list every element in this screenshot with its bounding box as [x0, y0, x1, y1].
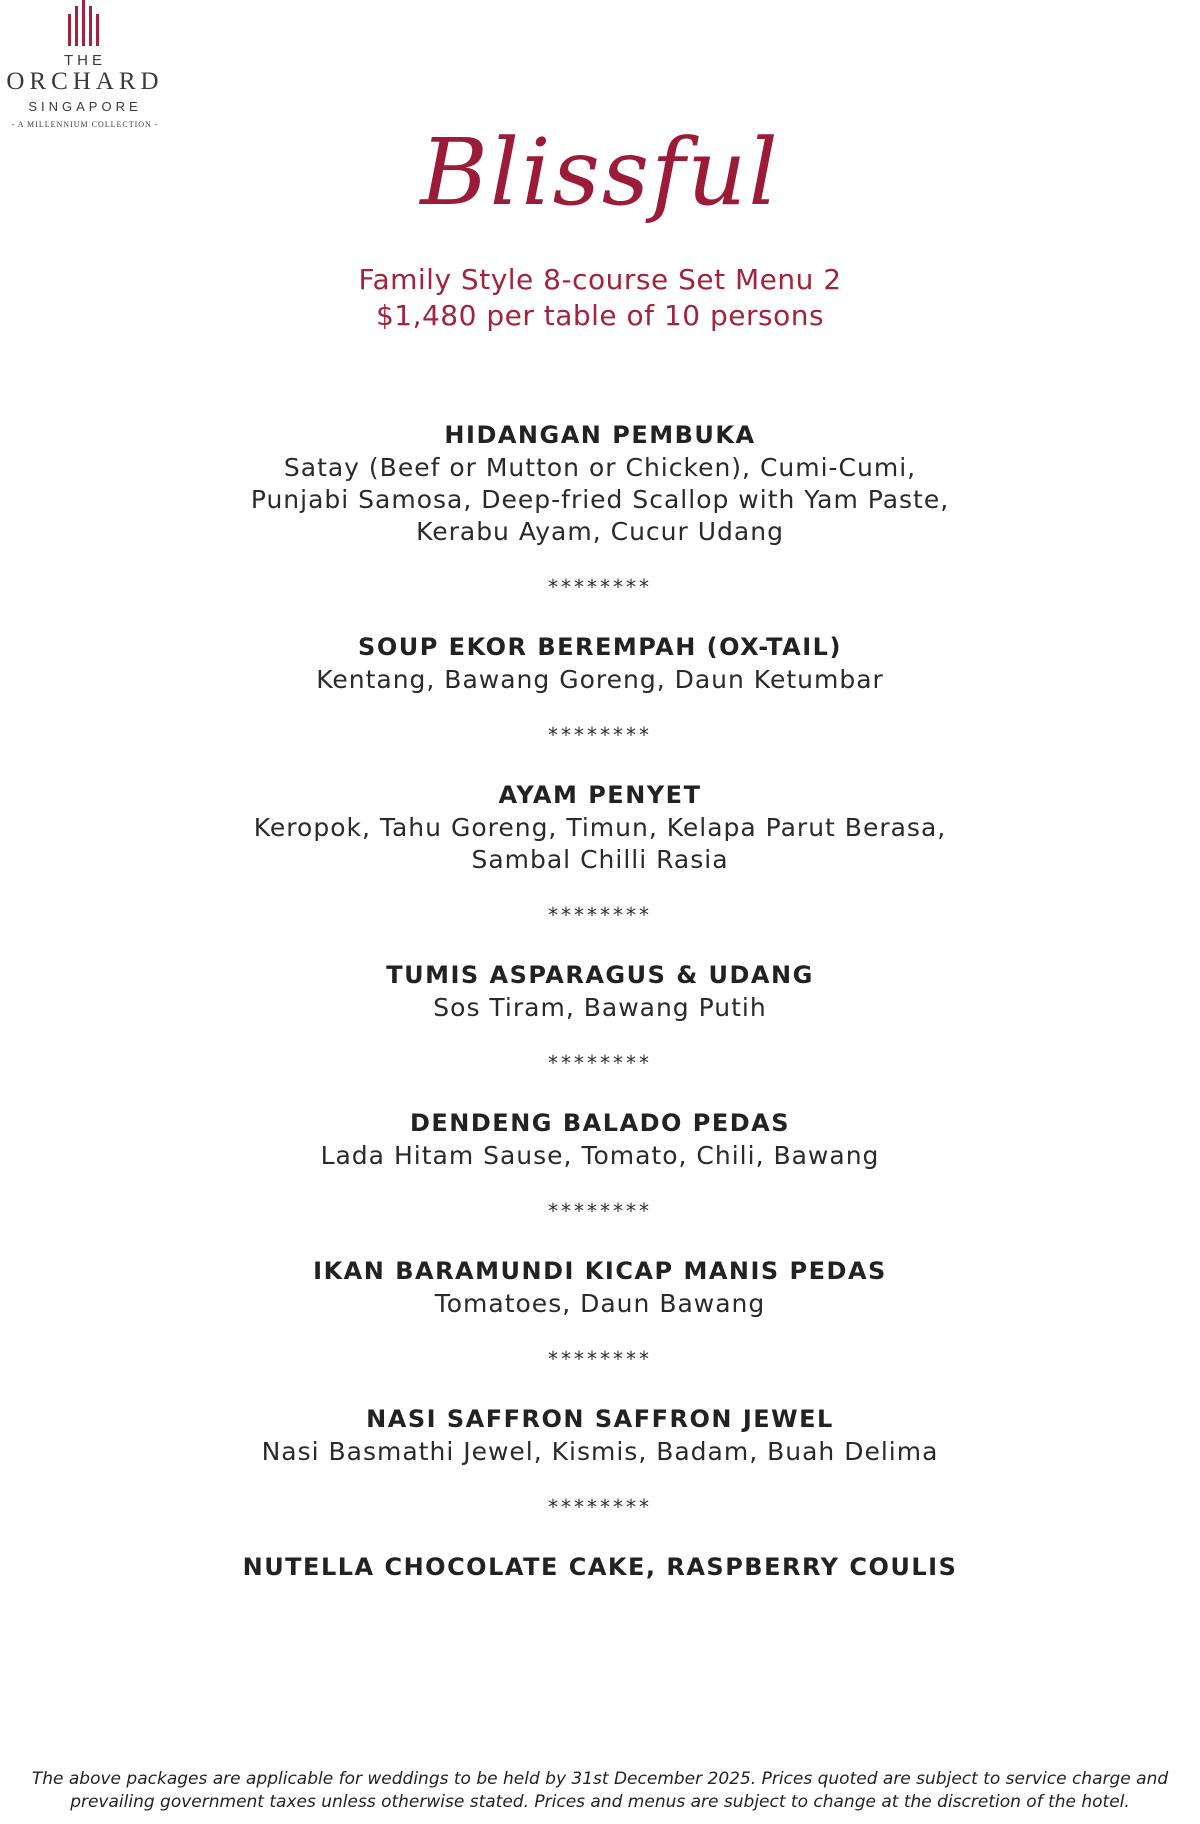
terms-footer [0, 1768, 1200, 1814]
course-description: Lada Hitam Sause, Tomato, Chili, Bawang [320, 1141, 880, 1170]
course-separator: ******** [548, 1347, 652, 1371]
menu-subtitle [0, 262, 1200, 334]
terms-line: prevailing government taxes unless otherwise stated. Prices and menus are subject to change at the discretion of the hotel. [70, 1792, 1130, 1812]
menu-title: Blissful [420, 119, 780, 226]
course-title: SOUP EKOR BEREMPAH (OX-TAIL) [358, 633, 842, 661]
logo-name: ORCHARD [6, 68, 164, 95]
course-separator: ******** [548, 575, 652, 599]
subtitle-menu-name: Family Style 8-course Set Menu 2 [358, 263, 842, 296]
course-description: Sos Tiram, Bawang Putih [433, 993, 767, 1022]
course-item [0, 1550, 1200, 1584]
course-description: Keropok, Tahu Goreng, Timun, Kelapa Parut Berasa, [253, 813, 947, 842]
course-item [0, 778, 1200, 876]
course-title: TUMIS ASPARAGUS & UDANG [386, 961, 814, 989]
course-separator: ******** [548, 903, 652, 927]
subtitle-price: $1,480 per table of 10 persons [375, 299, 825, 332]
logo-collection: - A MILLENNIUM COLLECTION - [11, 120, 159, 129]
course-list [0, 418, 1200, 1584]
course-separator: ******** [548, 1495, 652, 1519]
course-description: Tomatoes, Daun Bawang [434, 1289, 766, 1318]
course-title: IKAN BARAMUNDI KICAP MANIS PEDAS [313, 1257, 887, 1285]
course-description: Kentang, Bawang Goreng, Daun Ketumbar [316, 665, 884, 694]
course-description: Kerabu Ayam, Cucur Udang [416, 517, 784, 546]
course-title: HIDANGAN PEMBUKA [444, 421, 756, 449]
course-title: DENDENG BALADO PEDAS [409, 1109, 791, 1137]
course-title: NUTELLA CHOCOLATE CAKE, RASPBERRY COULIS [242, 1553, 958, 1581]
course-item [0, 1402, 1200, 1468]
course-description: Sambal Chilli Rasia [471, 845, 729, 874]
logo-bars-icon [65, 0, 105, 46]
course-separator: ******** [548, 1199, 652, 1223]
logo-the: THE [64, 52, 106, 69]
course-item [0, 1106, 1200, 1172]
hotel-logo [0, 0, 170, 129]
course-title: AYAM PENYET [498, 781, 702, 809]
course-separator: ******** [548, 723, 652, 747]
logo-city: SINGAPORE [28, 99, 142, 114]
course-description: Nasi Basmathi Jewel, Kismis, Badam, Buah Delima [261, 1437, 939, 1466]
course-item [0, 418, 1200, 548]
course-description: Punjabi Samosa, Deep-fried Scallop with Yam Paste, [250, 485, 950, 514]
course-item [0, 958, 1200, 1024]
terms-line: The above packages are applicable for weddings to be held by 31st December 2025. Prices quoted are subject to service charge and [31, 1769, 1169, 1789]
course-title: NASI SAFFRON SAFFRON JEWEL [366, 1405, 834, 1433]
course-item [0, 630, 1200, 696]
course-description: Satay (Beef or Mutton or Chicken), Cumi-Cumi, [283, 453, 917, 482]
course-item [0, 1254, 1200, 1320]
course-separator: ******** [548, 1051, 652, 1075]
